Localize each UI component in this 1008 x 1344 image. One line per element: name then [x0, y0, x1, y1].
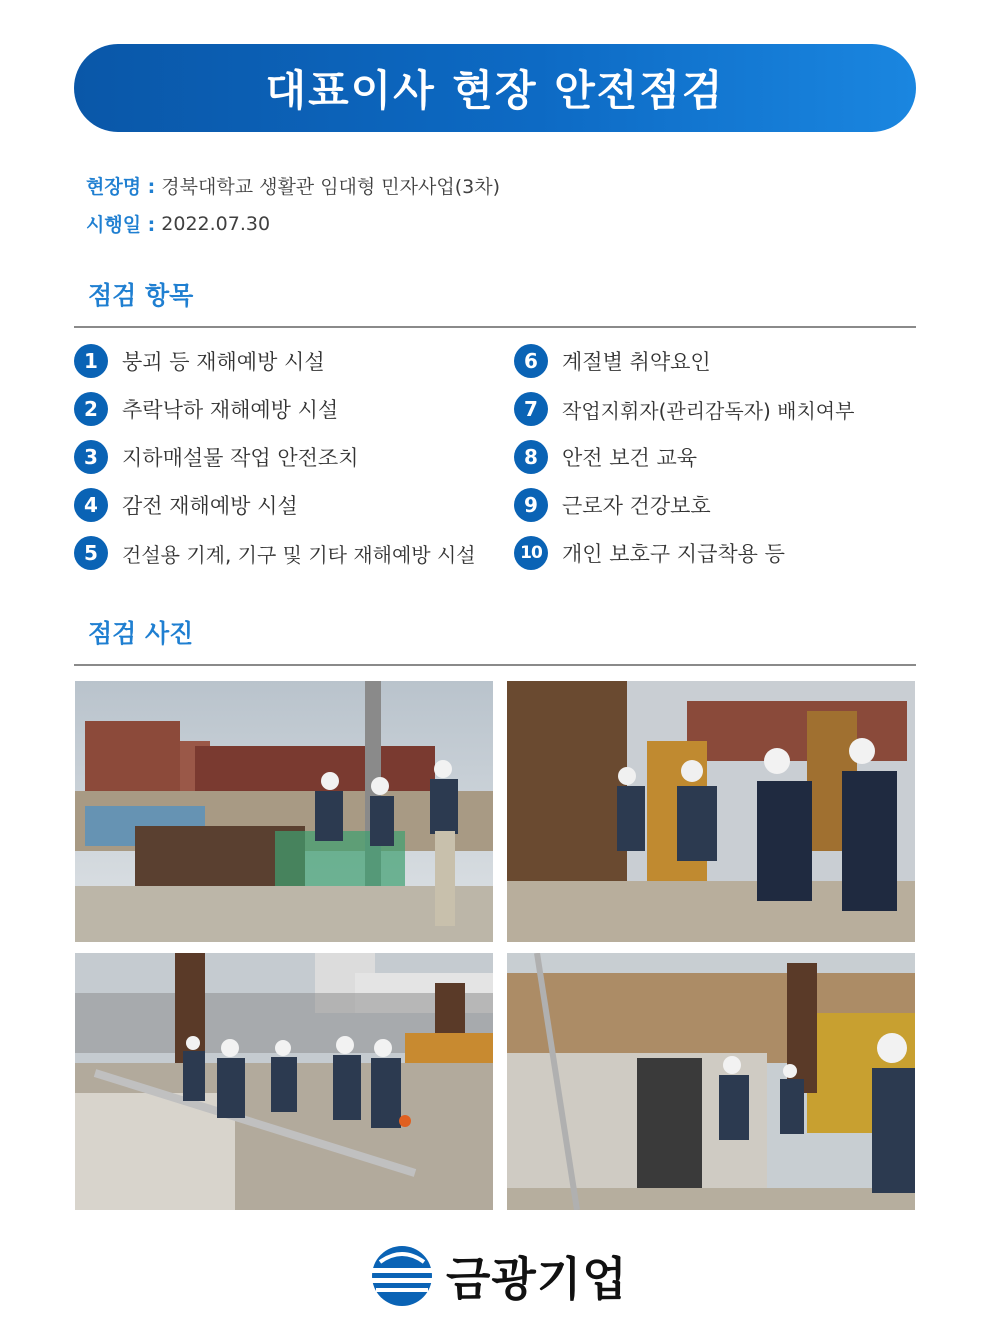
checklist-item [514, 342, 711, 380]
page-title: 대표이사 현장 안전점검 [265, 66, 725, 115]
number-badge: 2 [74, 392, 108, 426]
divider [74, 326, 916, 328]
company-logo-icon [370, 1244, 434, 1308]
divider [74, 664, 916, 666]
number-badge: 7 [514, 392, 548, 426]
inspection-photo [507, 681, 915, 942]
number-badge: 5 [74, 536, 108, 570]
checklist-item [514, 390, 854, 428]
site-name-row [86, 172, 500, 199]
inspection-photo [75, 681, 493, 942]
date-label: 시행일 : [86, 214, 156, 236]
checklist-item-label: 건설용 기계, 기구 및 기타 재해예방 시설 [122, 542, 476, 567]
date-value: 2022.07.30 [161, 212, 271, 235]
company-logo [370, 1240, 628, 1312]
checklist-item-label: 지하매설물 작업 안전조치 [122, 446, 359, 470]
site-name-value: 경북대학교 생활관 임대형 민자사업(3차) [161, 176, 500, 198]
title-banner [74, 44, 916, 132]
number-badge: 1 [74, 344, 108, 378]
number-badge: 10 [514, 536, 548, 570]
number-badge: 3 [74, 440, 108, 474]
checklist-item-label: 감전 재해예방 시설 [122, 494, 298, 518]
checklist-item [74, 486, 298, 524]
checklist-item [514, 438, 697, 476]
number-badge: 8 [514, 440, 548, 474]
checklist-item-label: 개인 보호구 지급착용 등 [562, 542, 785, 566]
checklist-item [74, 342, 325, 380]
checklist-item-label: 추락낙하 재해예방 시설 [122, 398, 339, 422]
number-badge: 9 [514, 488, 548, 522]
checklist-item-label: 계절별 취약요인 [562, 350, 711, 374]
photos-heading: 점검 사진 [88, 619, 194, 648]
number-badge: 6 [514, 344, 548, 378]
checklist-heading: 점검 항목 [88, 281, 194, 310]
inspection-photo [507, 953, 915, 1210]
inspection-photo [75, 953, 493, 1210]
checklist-item [74, 438, 359, 476]
checklist-item-label: 근로자 건강보호 [562, 494, 711, 518]
checklist-item [514, 534, 785, 572]
company-name: 금광기업 [446, 1252, 628, 1306]
checklist-item [74, 534, 476, 572]
checklist-item-label: 붕괴 등 재해예방 시설 [122, 350, 325, 374]
checklist-item [74, 390, 338, 428]
number-badge: 4 [74, 488, 108, 522]
site-name-label: 현장명 : [86, 176, 156, 198]
date-row [86, 210, 270, 237]
checklist-item [514, 486, 711, 524]
checklist-item-label: 작업지휘자(관리감독자) 배치여부 [562, 398, 855, 423]
checklist-item-label: 안전 보건 교육 [562, 446, 698, 470]
